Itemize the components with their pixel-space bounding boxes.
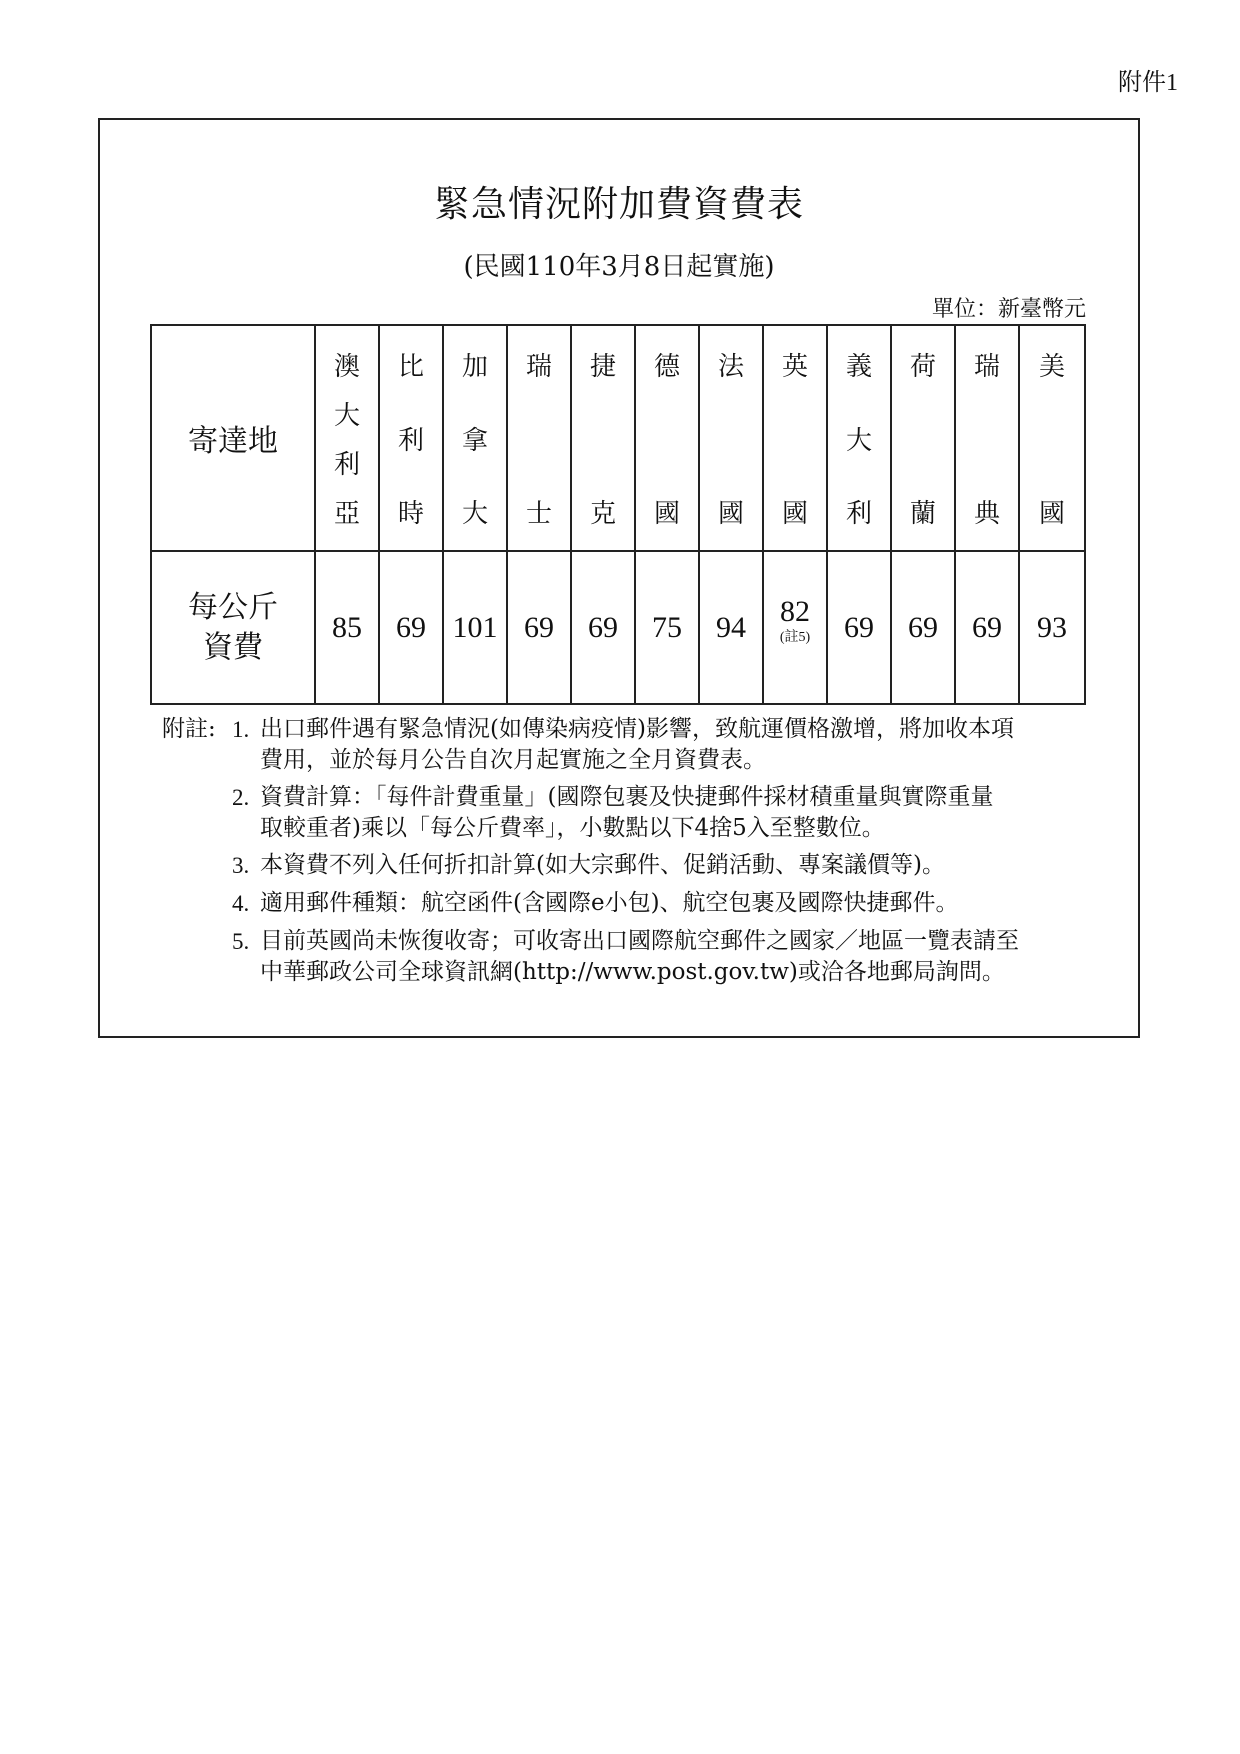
fee-belgium: 69 [379,551,443,704]
fee-canada: 101 [443,551,507,704]
country-canada: 加 拿 大 [443,325,507,551]
note-item: 3. 本資費不列入任何折扣計算(如大宗郵件、促銷活動、專案議價等)。 [232,852,945,878]
country-usa: 美 國 [1019,325,1085,551]
fee-czech: 69 [571,551,635,704]
fee-row [151,551,1085,704]
fee-italy: 69 [827,551,891,704]
note-reference: (註5) [779,629,811,645]
notes-heading: 附註: [162,716,216,742]
destination-header: 寄達地 [151,325,315,551]
country-france: 法 國 [699,325,763,551]
country-switzerland: 瑞 士 [507,325,571,551]
fee-germany: 75 [635,551,699,704]
country-italy: 義 大 利 [827,325,891,551]
fee-header: 每公斤 資費 [151,551,315,704]
country-sweden: 瑞 典 [955,325,1019,551]
fee-australia: 85 [315,551,379,704]
attachment-label: 附件1 [1118,70,1178,96]
fee-usa: 93 [1019,551,1085,704]
effective-date: (民國110年3月8日起實施) [463,252,775,282]
fee-uk: 82 (註5) [763,551,827,704]
destination-row [151,325,1085,551]
country-czech: 捷 克 [571,325,635,551]
fee-switzerland: 69 [507,551,571,704]
currency-unit: 單位：新臺幣元 [931,297,1086,322]
country-belgium: 比 利 時 [379,325,443,551]
note-item: 2. 資費計算：「每件計費重量」(國際包裹及快捷郵件採材積重量與實際重量 取較重者)乘以「每公斤費率」，小數點以下4捨5入至整數位。 [232,784,994,841]
fee-france: 94 [699,551,763,704]
fee-netherlands: 69 [891,551,955,704]
note-item: 1. 出口郵件遇有緊急情況(如傳染病疫情)影響，致航運價格激增，將加收本項 費用，並於每月公告自次月起實施之全月資費表。 [232,716,1014,773]
country-netherlands: 荷 蘭 [891,325,955,551]
country-australia: 澳 大 利 亞 [315,325,379,551]
country-germany: 德 國 [635,325,699,551]
fee-sweden: 69 [955,551,1019,704]
surcharge-table [150,324,1086,705]
note-item: 5. 目前英國尚未恢復收寄；可收寄出口國際航空郵件之國家／地區一覽表請至 中華郵政公司全球資訊網(http://www.post.gov.tw)或洽各地郵局詢問。 [232,928,1019,985]
note-item: 4. 適用郵件種類：航空函件(含國際e小包)、航空包裹及國際快捷郵件。 [232,890,959,916]
rate-sheet-frame [98,118,1140,1038]
country-uk: 英 國 [763,325,827,551]
page-title: 緊急情況附加費資費表 [433,184,804,225]
